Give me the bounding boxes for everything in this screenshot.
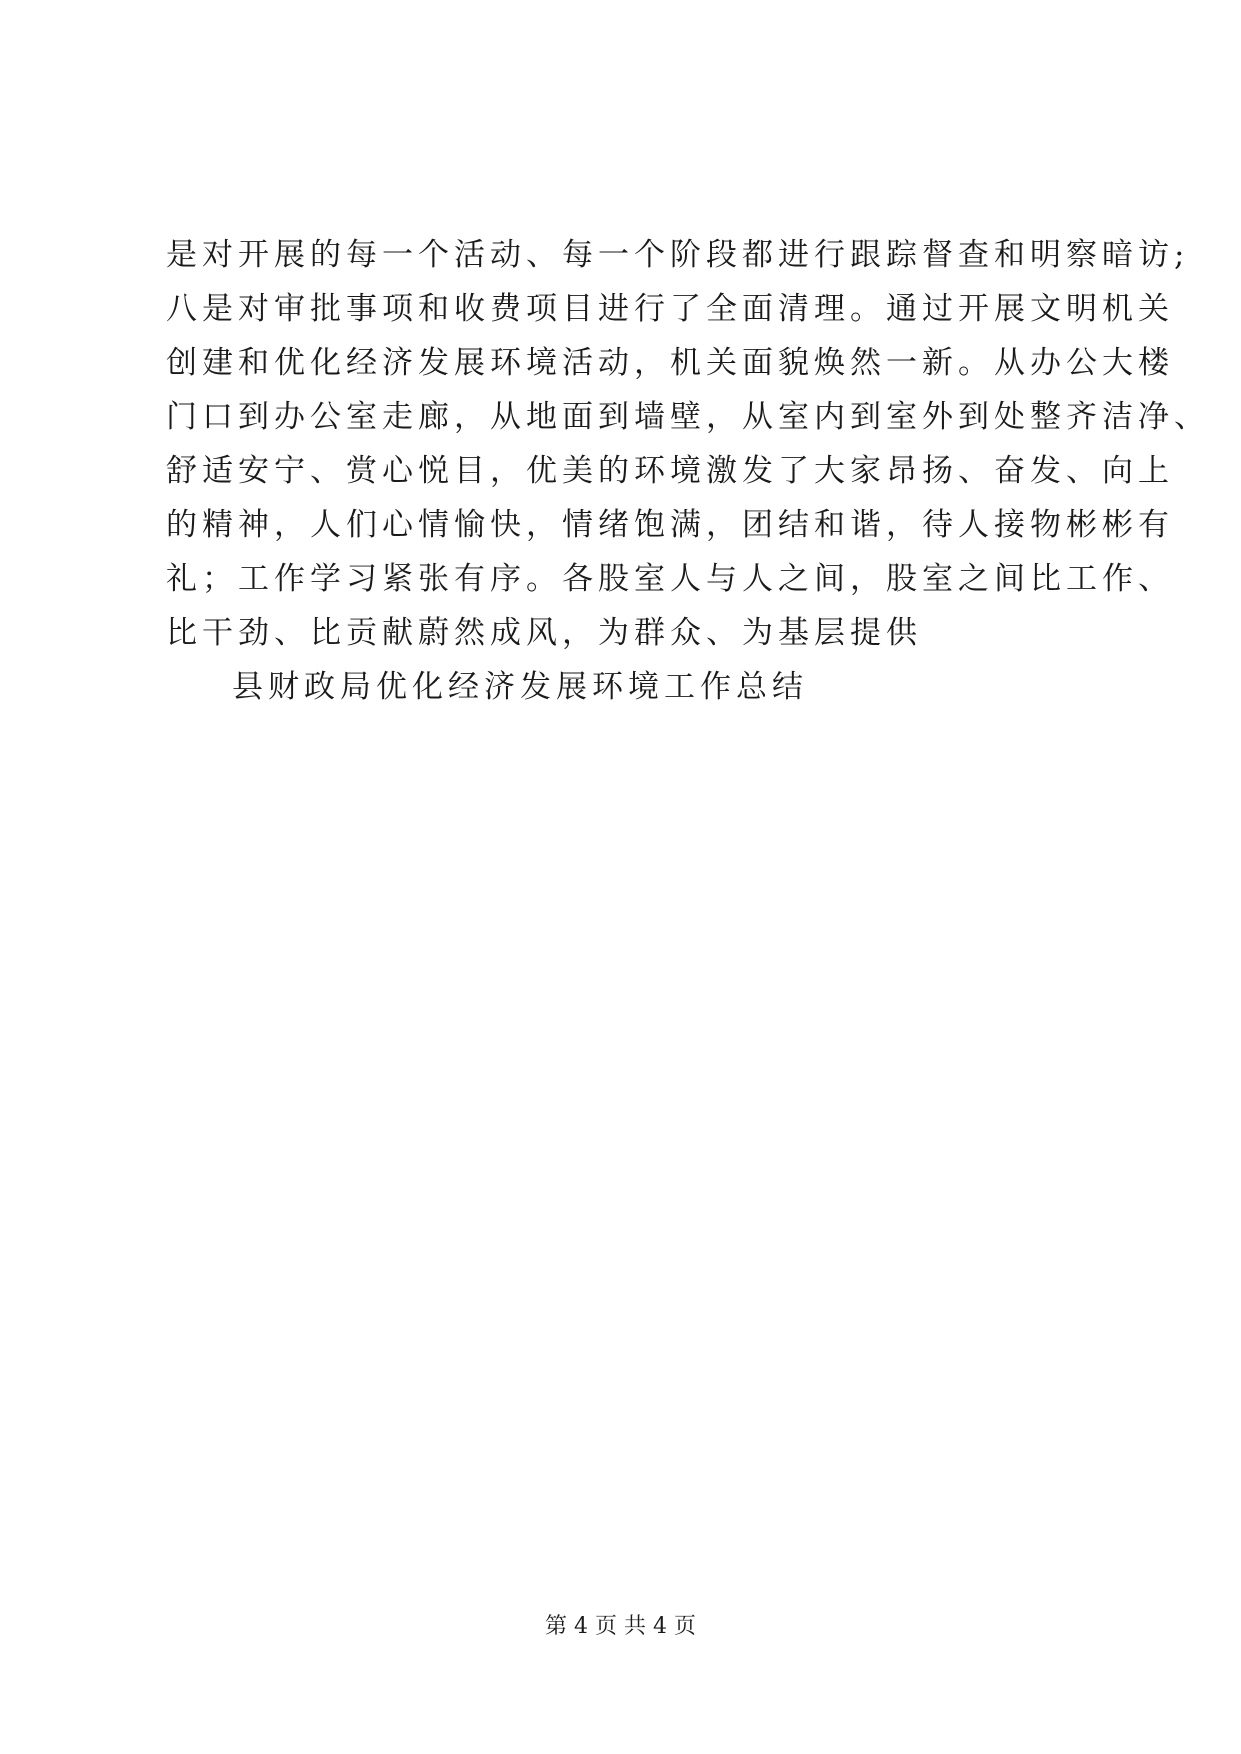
document-body (166, 228, 1210, 714)
text-line: 八是对审批事项和收费项目进行了全面清理。通过开展文明机关 (166, 291, 1174, 327)
text-line: 创建和优化经济发展环境活动，机关面貌焕然一新。从办公大楼 (166, 345, 1174, 381)
text-line: 是对开展的每一个活动、每一个阶段都进行跟踪督查和明察暗访; (166, 237, 1190, 273)
text-line: 舒适安宁、赏心悦目，优美的环境激发了大家昂扬、奋发、向上 (166, 453, 1174, 489)
text-line: 门口到办公室走廊，从地面到墙壁，从室内到室外到处整齐洁净、 (166, 399, 1210, 435)
text-line: 的精神，人们心情愉快，情绪饱满，团结和谐，待人接物彬彬有 (166, 507, 1174, 543)
page-number-footer: 第 4 页 共 4 页 (545, 1614, 696, 1639)
document-title-line: 县财政局优化经济发展环境工作总结 (232, 669, 808, 705)
text-line: 比干劲、比贡献蔚然成风，为群众、为基层提供 (166, 615, 922, 651)
text-line: 礼；工作学习紧张有序。各股室人与人之间，股室之间比工作、 (166, 561, 1174, 597)
